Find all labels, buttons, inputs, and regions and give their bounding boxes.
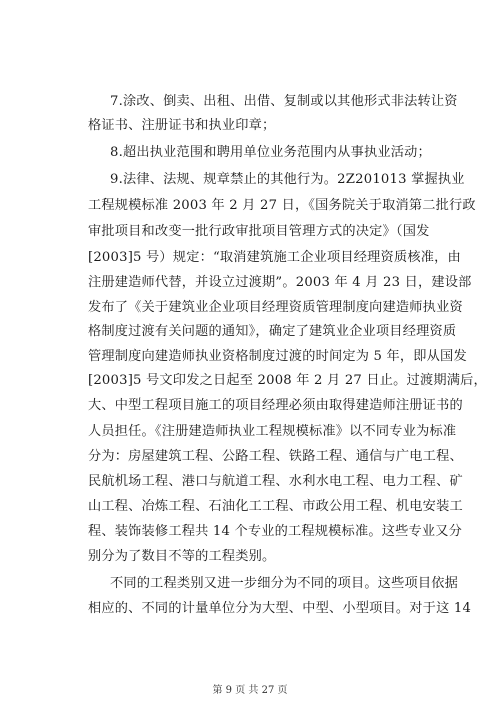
text-line: 分为：房屋建筑工程、公路工程、铁路工程、通信与广电工程、 bbox=[88, 449, 463, 464]
text-line: 不同的工程类别又进一步细分为不同的项目。这些项目依据 bbox=[110, 576, 459, 591]
text-line: 注册建造师代替，并设立过渡期”。2003 年 4 月 23 日，建设部 bbox=[88, 275, 472, 290]
text-line: 9.法律、法规、规章禁止的其他行为。2Z201013 掌握执业 bbox=[110, 172, 465, 187]
text-line: 管理制度向建造师执业资格制度过渡的时间定为 5 年，即从国发 bbox=[88, 349, 467, 364]
text-line: 程、装饰装修工程共 14 个专业的工程规模标准。这些专业又分 bbox=[88, 524, 463, 539]
text-line: 大、中型工程项目施工的项目经理必须由取得建造师注册证书的 bbox=[88, 398, 463, 413]
text-line: 7.涂改、倒卖、出租、出借、复制或以其他形式非法转让资 bbox=[110, 94, 458, 109]
text-line: 民航机场工程、港口与航道工程、水利水电工程、电力工程、矿 bbox=[88, 474, 463, 489]
text-line: 山工程、冶炼工程、石油化工工程、市政公用工程、机电安装工 bbox=[88, 499, 463, 514]
text-line: 审批项目和改变一批行政审批项目管理方式的决定》（国发 bbox=[88, 224, 430, 239]
text-line: 发布了《关于建筑业企业项目经理资质管理制度向建造师执业资 bbox=[88, 300, 463, 315]
text-line: 相应的、不同的计量单位分为大型、中型、小型项目。对于这 14 bbox=[88, 601, 472, 616]
text-line: 工程规模标准 2003 年 2 月 27 日，《国务院关于取消第二批行政 bbox=[88, 198, 476, 213]
text-line: 8.超出执业范围和聘用单位业务范围内从事执业活动； bbox=[110, 145, 431, 160]
page-footer: 第 9 页 共 27 页 bbox=[212, 685, 288, 696]
text-line: 人员担任。《注册建造师执业工程规模标准》以不同专业为标准 bbox=[88, 424, 457, 439]
text-line: [2003]5 号）规定：“取消建筑施工企业项目经理资质核准，由 bbox=[88, 250, 461, 265]
text-line: 格证书、注册证书和执业印章； bbox=[88, 118, 276, 133]
text-line: 别分为了数目不等的工程类别。 bbox=[88, 549, 276, 564]
text-line: [2003]5 号文印发之日起至 2008 年 2 月 27 日止。过渡期满后， bbox=[88, 373, 487, 388]
text-line: 格制度过渡有关问题的通知》，确定了建筑业企业项目经理资质 bbox=[88, 324, 457, 339]
